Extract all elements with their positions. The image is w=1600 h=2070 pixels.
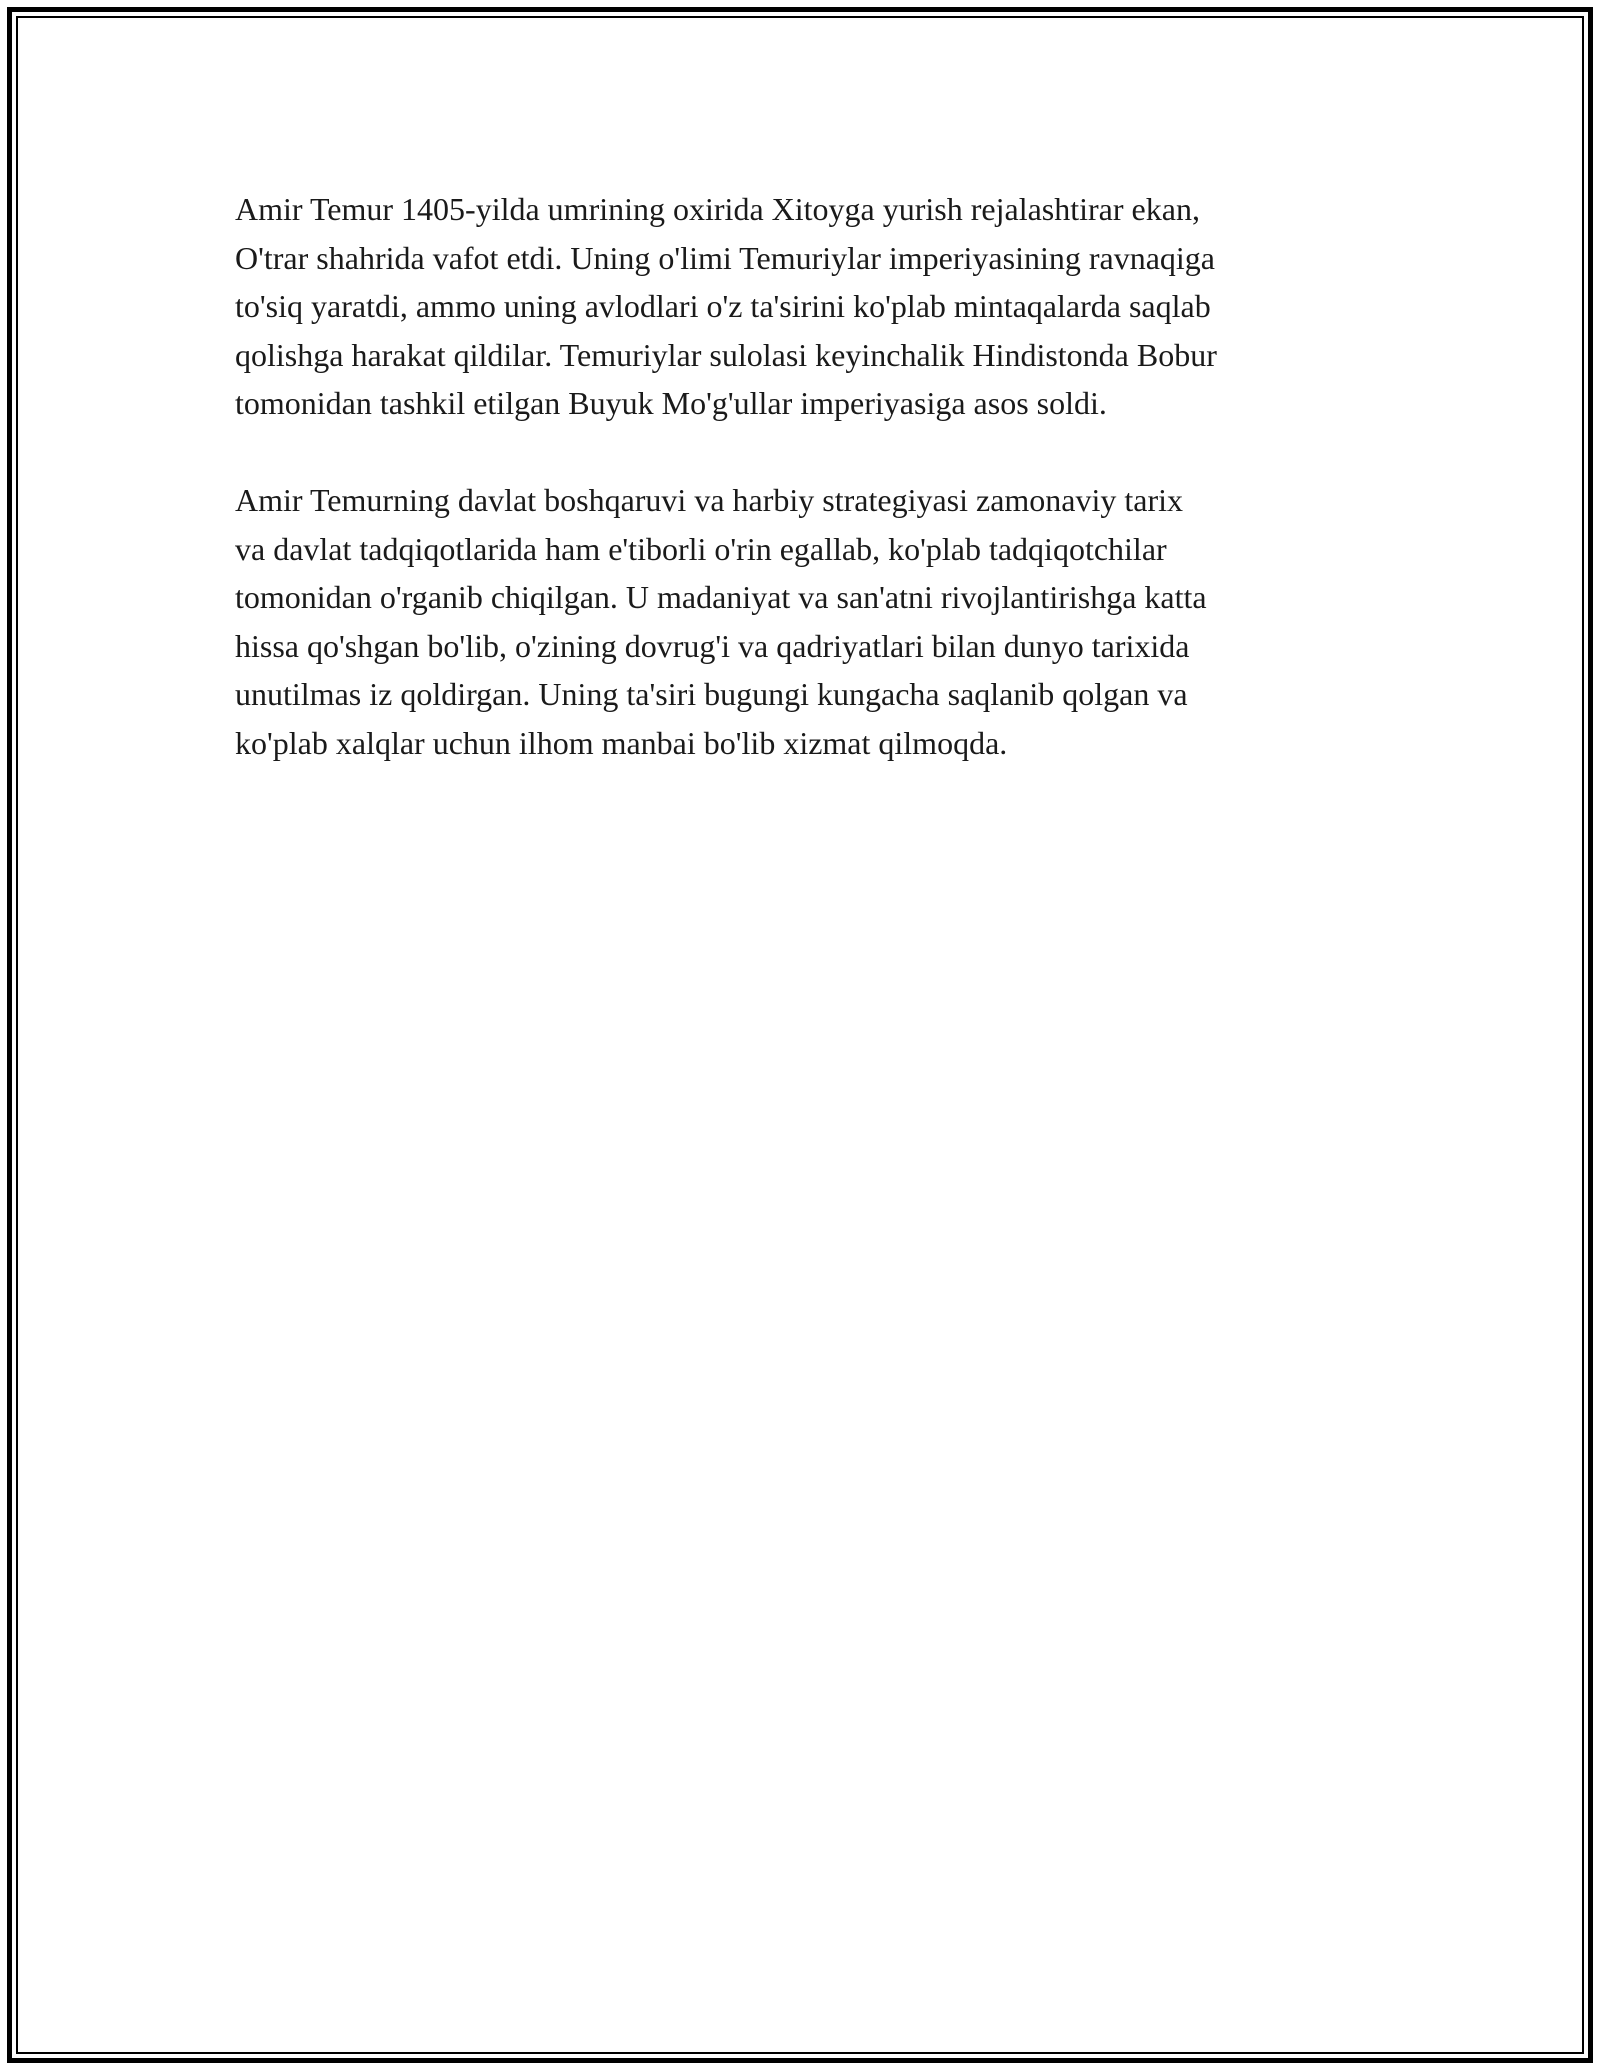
paragraph-line: qolishga harakat qildilar. Temuriylar sulolasi keyinchalik Hindistonda Bobur — [235, 336, 1217, 373]
paragraph-line: ko'plab xalqlar uchun ilhom manbai bo'lib xizmat qilmoqda. — [235, 724, 1008, 761]
paragraph-line: tomonidan o'rganib chiqilgan. U madaniyat va san'atni rivojlantirishga katta — [235, 579, 1207, 615]
paragraph-line: Amir Temur 1405-yilda umrining oxirida Xitoyga yurish rejalashtirar ekan, — [235, 191, 1200, 227]
paragraph-line: O'trar shahrida vafot etdi. Uning o'limi Temuriylar imperiyasining ravnaqiga — [235, 239, 1215, 276]
paragraph-line: to'siq yaratdi, ammo uning avlodlari o'z ta'sirini ko'plab mintaqalarda saqlab — [235, 288, 1211, 324]
paragraph-line: Amir Temurning davlat boshqaruvi va harbiy strategiyasi zamonaviy tarix — [235, 482, 1184, 518]
paragraph-1 — [235, 185, 1395, 428]
paragraph-line: va davlat tadqiqotlarida ham e'tiborli o'rin egallab, ko'plab tadqiqotchilar — [235, 530, 1167, 567]
paragraph-line: unutilmas iz qoldirgan. Uning ta'siri bugungi kungacha saqlanib qolgan va — [235, 676, 1188, 712]
document-body — [235, 185, 1395, 767]
paragraph-line: tomonidan tashkil etilgan Buyuk Mo'g'ullar imperiyasiga asos soldi. — [235, 385, 1107, 421]
paragraph-2 — [235, 476, 1395, 767]
paragraph-line: hissa qo'shgan bo'lib, o'zining dovrug'i va qadriyatlari bilan dunyo tarixida — [235, 627, 1190, 664]
